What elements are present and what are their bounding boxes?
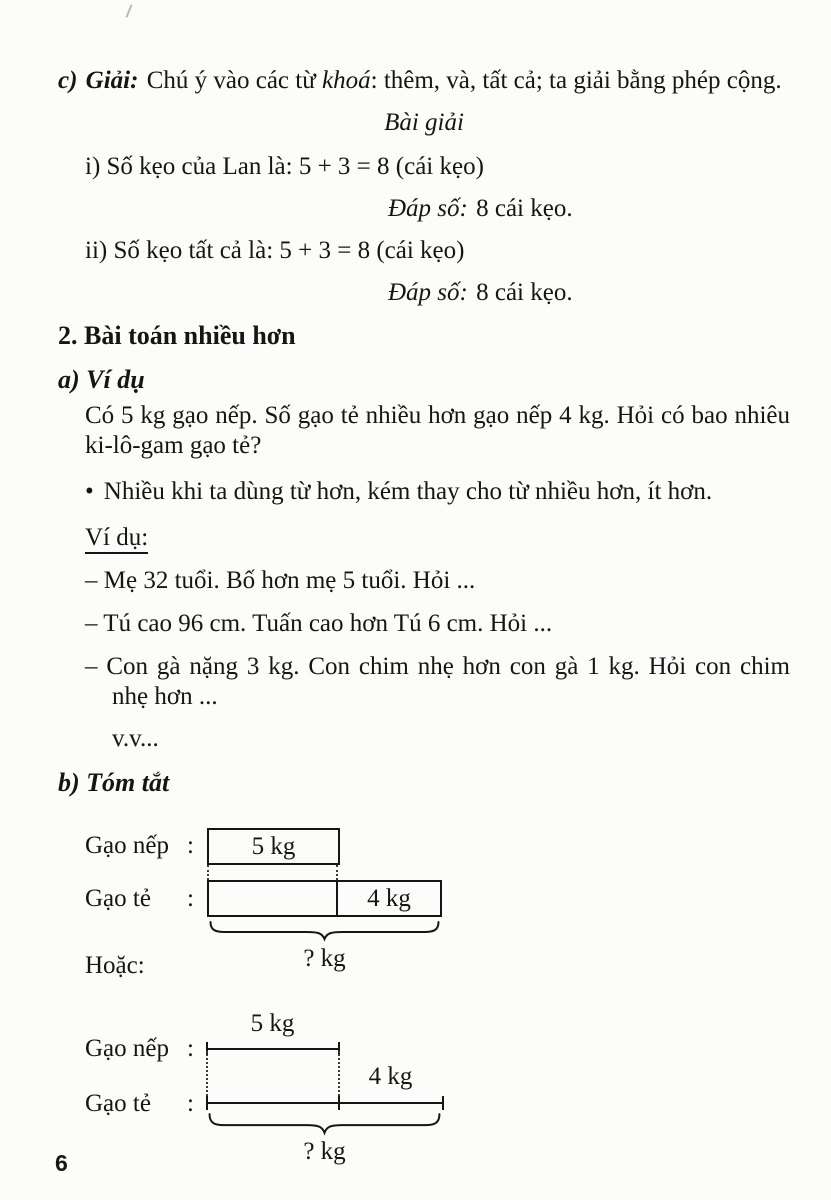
bar-box-total (207, 880, 442, 917)
section-2-title: 2. Bài toán nhiều hơn (58, 321, 296, 350)
bar-box-equal-part (209, 882, 338, 915)
bar-box-extra-part (338, 882, 440, 915)
examples-label-line (58, 523, 790, 553)
bar-diagram (58, 828, 790, 983)
bar-box-4kg-value: 4 kg (367, 884, 411, 912)
segment-line-total (205, 1094, 445, 1112)
solution-body-1: Chú ý vào các từ (146, 67, 323, 94)
solution-keyword: khoá (322, 67, 371, 94)
sub-a-title: a) Ví dụ (58, 365, 145, 394)
bar-row1-label: Gạo nếp (85, 832, 169, 859)
bar-total-label: ? kg (303, 945, 346, 972)
step-i-line: i) Số kẹo của Lan là: 5 + 3 = 8 (cái kẹo) (85, 153, 484, 180)
example-paragraph: Có 5 kg gạo nếp. Số gạo tẻ nhiều hơn gạo nếp 4 kg. Hỏi có bao nhiêu ki-lô-gam gạo tẻ? (85, 402, 790, 459)
solution-intro-line (58, 66, 790, 96)
segment-line-5kg (205, 1040, 341, 1058)
underbrace-icon (207, 920, 442, 942)
answer-value-i: 8 cái kẹo. (476, 195, 573, 222)
example-item-2: – Tú cao 96 cm. Tuấn cao hơn Tú 6 cm. Hỏi ... (85, 610, 553, 637)
segment-5kg-label: 5 kg (250, 1010, 295, 1037)
bar-box-5kg (207, 828, 340, 865)
bullet-icon: • (85, 478, 94, 505)
example-item-1: – Mẹ 32 tuổi. Bố hơn mẹ 5 tuổi. Hỏi ... (85, 567, 476, 594)
solution-title: Bài giải (384, 109, 464, 136)
answer-value-ii: 8 cái kẹo. (476, 279, 573, 306)
segment-total-label: ? kg (303, 1138, 346, 1165)
segment-4kg-label: 4 kg (368, 1063, 413, 1090)
example-item-3: – Con gà nặng 3 kg. Con chim nhẹ hơn con gà 1 kg. Hỏi con chim nhẹ hơn ... (85, 653, 790, 710)
bar-row2-colon: : (187, 885, 194, 912)
step-ii-line: ii) Số kẹo tất cả là: 5 + 3 = 8 (cái kẹo) (85, 237, 465, 264)
segment-row2-label: Gạo tẻ (85, 1090, 151, 1117)
or-label: Hoặc: (85, 952, 145, 979)
answer-label-i: Đáp số: (388, 195, 468, 222)
solution-prefix: c) (58, 67, 78, 94)
pen-mark (125, 4, 132, 18)
segment-row1-colon: : (187, 1035, 194, 1062)
bar-row2-label: Gạo tẻ (85, 885, 151, 912)
segment-row1-label: Gạo nếp (85, 1035, 169, 1062)
sub-b-title: b) Tóm tắt (58, 768, 170, 797)
solution-body-2: : thêm, và, tất cả; ta giải bằng phép cộng. (370, 67, 782, 94)
segment-diagram (58, 1010, 790, 1172)
bullet-note-line (58, 477, 790, 507)
dotted-connector-right (336, 865, 338, 880)
answer-line-i (58, 194, 790, 224)
dotted-connector-left (207, 865, 209, 880)
examples-label: Ví dụ: (85, 524, 148, 554)
page-number: 6 (55, 1150, 68, 1176)
answer-label-ii: Đáp số: (388, 279, 468, 306)
segment-row2-colon: : (187, 1090, 194, 1117)
example-item-etc: v.v... (112, 725, 159, 752)
bullet-note-text: Nhiều khi ta dùng từ hơn, kém thay cho từ nhiều hơn, ít hơn. (103, 478, 713, 505)
bar-box-5kg-value: 5 kg (251, 832, 296, 860)
underbrace-icon (206, 1112, 443, 1136)
answer-line-ii (58, 278, 790, 308)
solution-label: Giải: (85, 67, 139, 94)
bar-row1-colon: : (187, 832, 194, 859)
